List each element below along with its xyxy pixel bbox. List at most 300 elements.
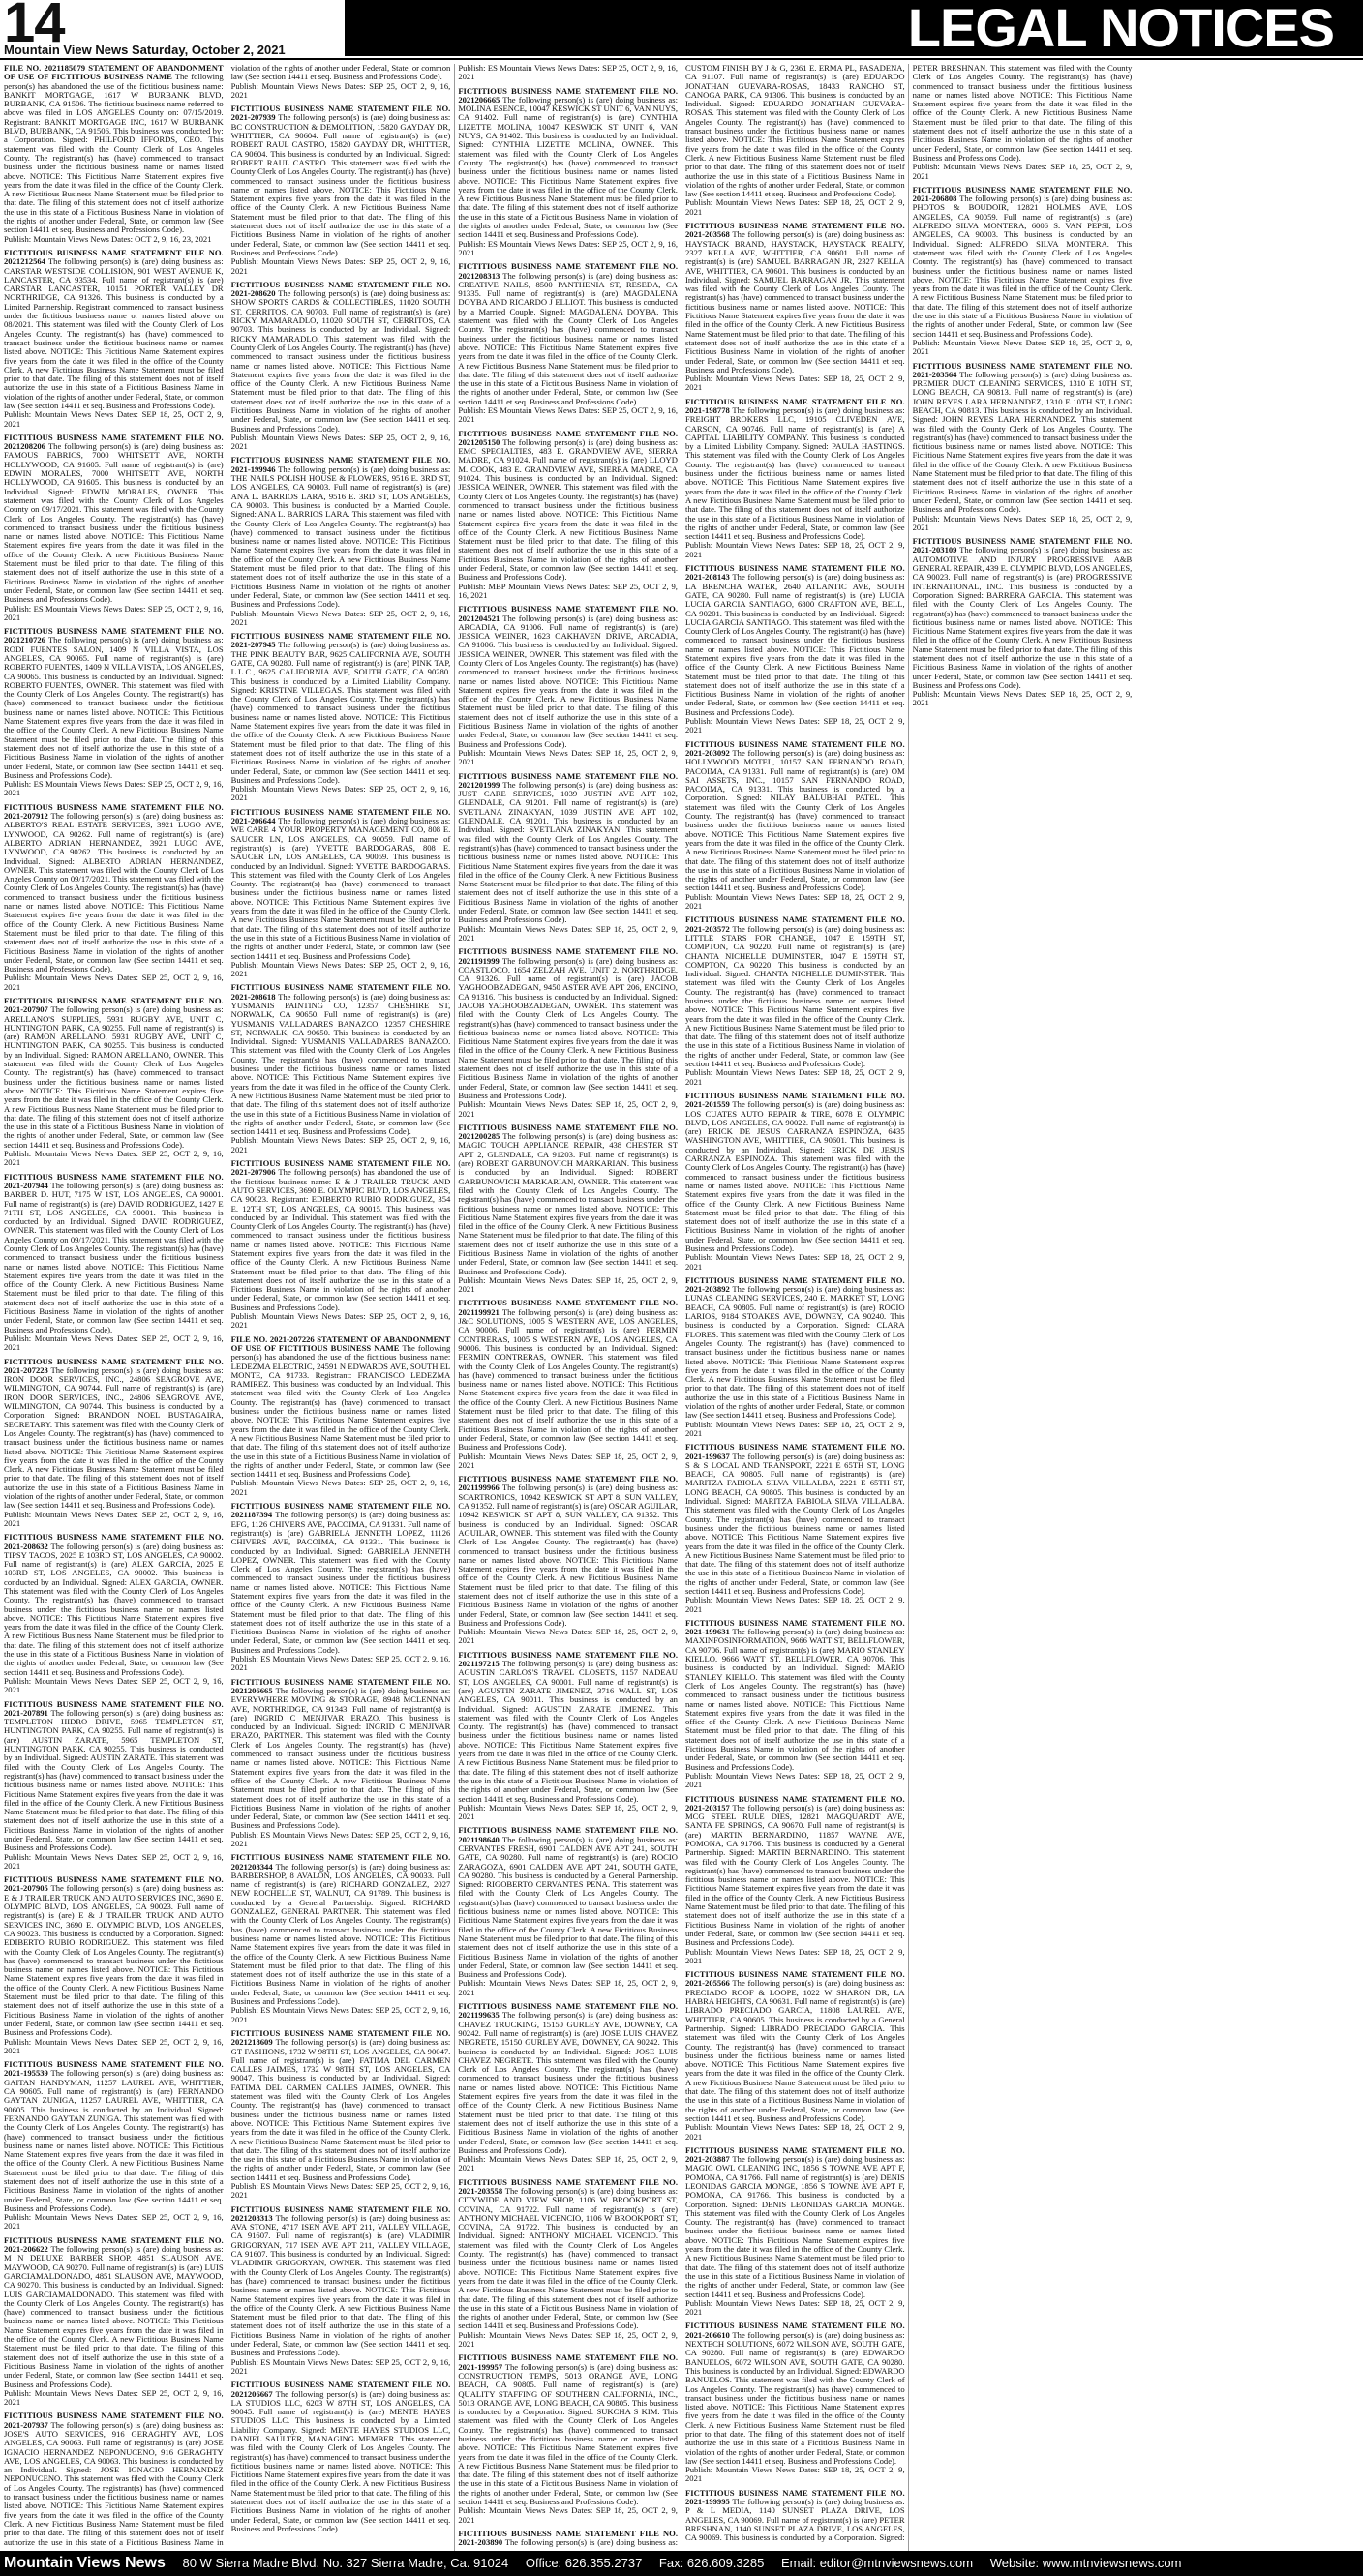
notice-boilerplate: This statement was filed with the County Clerk of Los Angeles County. The registrant(s) has (have) commenced to transact business under the fictitious business name or names listed above. NOTICE: This Fictitious Name Statement expires five years from the date it was filed in the office of the County Clerk. A new Fictitious Business Name Statement must be filed prior to that date. The filing of this statement does not of itself authorize the use in this state of a Fictitious Business Name in violation of the rights of another under Federal, State, or common law (See section 14411 et seq. Business and Professions Code). [684,2022,905,2123]
notice-body: The following person(s) is (are) doing business as: MAGIC OWL CLEANING INC, 1856 S TOWNE AVE APT F, POMONA, CA 91766. Full name of registrant(s) is (are) DENIS LEONIDAS GARCIA MONGE, 1856 S TOWNE AVE APT F, POMONA, CA 91766. This business is conducted by a Corporation. Signed: DENIS LEONIDAS GARCIA MONGE. [684,2154,905,2209]
notice-boilerplate: This statement was filed with the County Clerk of Los Angeles County. The registrant(s) has (have) commenced to transact business under the fictitious business name or names listed above. NOTICE: This Fictitious Name Statement expires five years from the date it was filed in the office of the County Clerk. A new Fictitious Business Name Statement must be filed prior to that date. The filing of this statement does not of itself authorize the use in this state of a Fictitious Business Name in violation of the rights of another under Federal, State, or common law (See section 14411 et seq. Business and Professions Code). [4,1419,224,1511]
notice-heading: FICTITIOUS BUSINESS NAME STATEMENT FILE NO. 2021-199995 [684,2487,905,2507]
legal-notice [458,430,678,601]
notice-publication: Publish: Mountain Views News Dates: SEP 18, 25, OCT 2, 9, 2021 [684,891,905,912]
notice-publication: Publish: Mountain Views News Dates: SEP 25, OCT 2, 9, 16, 2021 [4,1149,224,1168]
notice-heading: FICTITIOUS BUSINESS NAME STATEMENT FILE NO. 2021205150 [458,428,678,447]
notice-publication: Publish: ES Mountain Views News Dates: SEP 25, OCT 2, 9, 16, 2021 [458,404,678,425]
notice-boilerplate: This statement was filed with the County Clerk of Los Angeles County. The registrant(s) has (have) commenced to transact business under the fictitious business name or names listed above. NOTICE: This Fictitious Name Statement expires five years from the date it was filed in the office of the County Clerk. A new Fictitious Business Name Statement must be filed prior to that date. The filing of this statement does not of itself authorize the use in this state of a Fictitious Business Name in violation of the rights of another under Federal, State, or common law (See section 14411 et seq. Business and Professions Code). [458,1000,678,1100]
legal-notice [685,222,905,393]
notice-boilerplate: This statement was filed with the County Clerk of Los Angeles County. The registrant(s) has (have) commenced to transact business under the fictitious business name or names listed above. NOTICE: This Fictitious Name Statement expires five years from the date it was filed in the office of the County Clerk. A new Fictitious Business Name Statement must be filed prior to that date. The filing of this statement does not of itself authorize the use in this state of a Fictitious Business Name in violation of the rights of another under Federal, State, or common law (See section 14411 et seq. Business and Professions Code). [684,107,905,199]
legal-notice [231,2205,451,2377]
notice-heading: FICTITIOUS BUSINESS NAME STATEMENT FILE NO. 2021-207891 [4,1698,224,1718]
notice-text [913,362,1133,533]
legal-notice [913,186,1133,357]
notice-heading: FILE NO. 2021185079 STATEMENT OF ABANDONMENT OF USE OF FICTITIOUS BUSINESS NAME [4,64,224,82]
notice-boilerplate: This statement was filed with the County Clerk of Los Angeles County. The registrant(s) has (have) commenced to transact business under the fictitious business name or names listed above. NOTICE: This Fictitious Name Statement expires five years from the date it was filed in the office of the County Clerk. A new Fictitious Business Name Statement must be filed prior to that date. The filing of this statement does not of itself authorize the use in this state of a Fictitious Business Name in violation of the rights of another under Federal, State, or common law (See section 14411 et seq. Business and Professions Code). [4,135,224,235]
legal-notice [685,740,905,912]
legal-notice [4,1173,224,1353]
notice-body: The following person(s) is (are) doing business as: J&C SOLUTIONS, 1005 S WESTERN AVE, LOS ANGELES, CA 90006. Full name of registrant(s) is (are) FERMIN CONTRERAS, 1005 S WESTERN AVE, LOS ANGELES, CA 90006. This business is conducted by an Individual. Signed: FERMIN CONTRERAS, OWNER. [458,1306,678,1363]
notice-text [231,1159,451,1331]
notice-boilerplate: This statement was filed with the County Clerk of Los Angeles County. The registrant(s) has (have) commenced to transact business under the fictitious business name or names listed above. NOTICE: This Fictitious Name Statement expires five years from the date it was filed in the office of the County Clerk. A new Fictitious Business Name Statement must be filed prior to that date. The filing of this statement does not of itself authorize the use in this state of a Fictitious Business Name in violation of the rights of another under Federal, State, or common law (See section 14411 et seq. Business and Professions Code). [684,969,905,1069]
notice-heading: FILE NO. 2021-207226 STATEMENT OF ABANDONMENT OF USE OF FICTITIOUS BUSINESS NAME [230,1333,451,1353]
notice-text [685,398,905,559]
notice-boilerplate: This statement was filed with the County Clerk of Los Angeles County. The registrant(s) has (have) commenced to transact business under the fictitious business name or names listed above. NOTICE: This Fictitious Name Statement expires five years from the date it was filed in the office of the County Clerk. A new Fictitious Business Name Statement must be filed prior to that date. The filing of this statement does not of itself authorize the use in this state of a Fictitious Business Name in violation of the rights of another under Federal, State, or common law (See section 14411 et seq. Business and Professions Code). [458,1527,678,1628]
notice-text [4,2236,224,2408]
notice-heading: FICTITIOUS BUSINESS NAME STATEMENT FILE NO. 2021208206 [4,432,224,452]
notice-heading: FICTITIOUS BUSINESS NAME STATEMENT FILE NO. 2021-208618 [230,982,451,1002]
notice-text [231,983,451,1154]
notice-boilerplate: This statement was filed with the County Clerk of Los Angeles County. The registrant(s) has (have) commenced to transact business under the fictitious business name or names listed above. NOTICE: This Fictitious Name Statement expires five years from the date it was filed in the office of the County Clerk. A new Fictitious Business Name Statement must be filed prior to that date. The filing of this statement does not of itself authorize the use in this state of a Fictitious Business Name in violation of the rights of another under Federal, State, or common law (See section 14411 et seq. Business and Professions Code). [230,1212,451,1312]
notice-body: The following person(s) is (are) doing business as: BARBER D. HUT, 7175 W 1ST, LOS ANGELES, CA 90001. Full name of registrant(s) is (are) DAVID RODRIGUEZ, 1427 E 71TH ST, LOS ANGELES, CA 90001. This business is conducted by an Individual. Signed: DAVID RODRIGUEZ, OWNER. This statement was filed with the County Clerk of Los Angeles County on 09/17/2021. [4,1180,224,1244]
notice-boilerplate: This statement was filed with the County Clerk of Los Angeles County. The registrant(s) has (have) commenced to transact business under the fictitious business name or names listed above. NOTICE: This Fictitious Name Statement expires five years from the date it was filed in the office of the County Clerk. A new Fictitious Business Name Statement must be filed prior to that date. The filing of this statement does not of itself authorize the use in this state of a Fictitious Business Name in violation of the rights of another under Federal, State, or common law (See section 14411 et seq. Business and Professions Code). [230,2082,451,2182]
notice-heading: FICTITIOUS BUSINESS NAME STATEMENT FILE NO. 2021197215 [458,1649,678,1669]
notice-publication: Publish: Mountain Views News Dates: SEP 18, 25, OCT 2, 9, 2021 [912,337,1133,357]
notice-boilerplate: This statement was filed with the County Clerk of Los Angeles County. The registrant(s) has (have) commenced to transact business under the fictitious business name or names listed above. NOTICE: This Fictitious Name Statement expires five years from the date it was filed in the office of the County Clerk. A new Fictitious Business Name Statement must be filed prior to that date. The filing of this statement does not of itself authorize the use in this state of a Fictitious Business Name in violation of the rights of another under Federal, State, or common law (See section 14411 et seq. Business and Professions Code). [684,1505,905,1596]
legal-notice [458,1475,678,1646]
legal-notice [4,434,224,622]
notice-body: The following person(s) is (are) doing business as: RODI FUENTES SALON, 1409 N VILLA VISTA, LOS ANGELES, CA 90065. Full name of registrant(s) is (are) ROBERTO FUENTES, 1409 N VILLA VISTA, LOS ANGELES, CA 90065. This business is conducted by an Individual. Signed: ROBERTO FUENTES, OWNER. [4,635,224,690]
notice-heading: FICTITIOUS BUSINESS NAME STATEMENT FILE NO. 2021-203892 [684,1274,905,1295]
notice-heading: FICTITIOUS BUSINESS NAME STATEMENT FILE NO. 2021-208620 [230,279,451,299]
notice-publication: Publish: Mountain Views News Dates: SEP 18, 25, OCT 2, 9, 2021 [458,1451,678,1470]
notice-text [458,1475,678,1646]
notice-heading: FICTITIOUS BUSINESS NAME STATEMENT FILE NO. 2021-199631 [684,1617,905,1637]
legal-notice [685,1619,905,1790]
notice-boilerplate: This statement was filed with the County Clerk of Los Angeles County. The registrant(s) has (have) commenced to transact business under the fictitious business name or names listed above. NOTICE: This Fictitious Name Statement expires five years from the date it was filed in the office of the County Clerk. A new Fictitious Business Name Statement must be filed prior to that date. The filing of this statement does not of itself authorize the use in this state of a Fictitious Business Name in violation of the rights of another under Federal, State, or common law (See section 14411 et seq. Business and Professions Code). [458,2054,678,2155]
legal-notice [231,983,451,1154]
notice-body: The following person(s) is (are) doing business as: PHOTOS & BOUDOIR, 12821 HOLMES AVE, LOS ANGELES, CA 90059. Full name of registrant(s) is (are) ALFREDO SILVA MONTERA, 6006 S. VAN PEPSI, LOS ANGELES, CA 90003. This business is conducted by an Individual. Signed: ALFREDO SILVA MONTERA. [912,194,1133,249]
notice-body: The following person(s) is (are) doing business as: TIPSY TACOS, 2025 E 103RD ST, LOS ANGELES, CA 90002. Full name of registrant(s) is (are) ALEX GARCIA, 2025 E 103RD ST, LOS ANGELES, CA 90002. This business is conducted by an Individual. Signed: ALEX GARCIA, OWNER. [4,1541,224,1587]
notice-publication: Publish: Mountain Views News Dates: SEP 25, OCT 2, 9, 16, 2021 [4,2387,224,2408]
notice-publication: Publish: Mountain Views News Dates: SEP 18, 25, OCT 2, 9, 2021 [912,513,1133,532]
notice-heading: FICTITIOUS BUSINESS NAME STATEMENT FILE NO. 2021-207906 [230,1158,451,1178]
notice-boilerplate: This statement was filed with the County Clerk of Los Angeles County. The registrant(s) has (have) commenced to transact business under the fictitious business name or names listed above. NOTICE: This Fictitious Name Statement expires five years from the date it was filed in the office of the County Clerk. A new Fictitious Business Name Statement must be filed prior to that date. The filing of this statement does not of itself authorize the use in this state of a Fictitious Business Name in violation of the rights of another under Federal, State, or common law (See section 14411 et seq. Business and Professions Code). [230,157,451,257]
notice-heading: FICTITIOUS BUSINESS NAME STATEMENT FILE NO. 2021-199957 [458,2352,678,2372]
notice-publication: Publish: MBP Mountain Views News Dates: SEP 25, OCT 2, 9, 16, 2021 [458,581,678,600]
legal-notice [458,1826,678,1997]
notice-text [685,740,905,912]
legal-notice [231,808,451,979]
legal-notice [458,772,678,944]
legal-notice [913,362,1133,533]
notice-publication: Publish: Mountain Views News Dates: SEP 18, 25, OCT 2, 9, 2021 [684,2297,905,2318]
notice-body: The following person(s) is (are) doing business as: PRECIADO ROOF & LOOPE, 1022 W SHARON DR, LA HABRA HEIGHTS, CA 90631. Full name of registrant(s) is (are) LIBRADO PRECIADO GARCIA, 11808 LAUREL AVE, WHITTIER, CA 90605. This business is conducted by a General Partnership. Signed: LIBRADO PRECIADO GARCIA. [684,1978,905,2033]
notice-body: The following person(s) is (are) doing business as: TEMPLETON HIDRO DRIVE, 5965 TEMPLETON ST, HUNTINGTON PARK, CA 90255. Full name of registrant(s) is (are) AUSTIN ZARATE, 5965 TEMPLETON ST, HUNTINGTON PARK, CA 90255. This business is conducted by an Individual. Signed: AUSTIN ZARATE. [4,1707,224,1763]
notice-heading: FICTITIOUS BUSINESS NAME STATEMENT FILE NO. 2021-206808 [912,184,1133,204]
notice-text [4,627,224,798]
notice-boilerplate: This statement was filed with the County Clerk of Los Angeles County. The registrant(s) has (have) commenced to transact business under the fictitious business name or names listed above. NOTICE: This Fictitious Name Statement expires five years from the date it was filed in the office of the County Clerk. A new Fictitious Business Name Statement must be filed prior to that date. The filing of this statement does not of itself authorize the use in this state of a Fictitious Business Name in violation of the rights of another under Federal, State, or common law (See section 14411 et seq. Business and Professions Code). [458,1176,678,1276]
notice-text [685,1795,905,1966]
legal-notice [231,105,451,276]
notice-boilerplate: This statement was filed with the County Clerk of Los Angeles County. The registrant(s) has (have) commenced to transact business under the fictitious business name or names listed above. NOTICE: This Fictitious Name Statement expires five years from the date it was filed in the office of the County Clerk. A new Fictitious Business Name Statement must be filed prior to that date. The filing of this statement does not of itself authorize the use in this state of a Fictitious Business Name in violation of the rights of another under Federal, State, or common law (See section 14411 et seq. Business and Professions Code). [230,1730,451,1831]
notice-body: The following person(s) is (are) doing business as: FAMOUS FABRICS, 7000 WHITSETT AVE, NORTH HOLLYWOOD, CA 91605. Full name of registrant(s) is (are) EDWIN MORALES, 7000 WHITSETT AVE, NORTH HOLLYWOOD, CA 91605. This business is conducted by an Individual. Signed: EDWIN MORALES, OWNER. This statement was filed with the County Clerk of Los Angeles County on 09/17/2021. [4,441,224,515]
notice-heading: FICTITIOUS BUSINESS NAME STATEMENT FILE NO. 2021199921 [458,1298,678,1317]
notice-text [458,2178,678,2350]
notice-publication: Publish: Mountain Views News Dates: SEP 18, 25, OCT 2, 9, 2021 [458,2154,678,2173]
notice-heading: FICTITIOUS BUSINESS NAME STATEMENT FILE NO. 2021200285 [458,1122,678,1142]
notice-boilerplate: This statement was filed with the County Clerk of Los Angeles County. The registrant(s) has (have) commenced to transact business under the fictitious business name or names listed above. NOTICE: This Fictitious Name Statement expires five years from the date it was filed in the office of the County Clerk. A new Fictitious Business Name Statement must be filed prior to that date. The filing of this statement does not of itself authorize the use in this state of a Fictitious Business Name in violation of the rights of another under Federal, State, or common law (See section 14411 et seq. Business and Professions Code). [458,1352,678,1453]
notice-publication: Publish: Mountain Views News Dates: SEP 18, 25, OCT 2, 9, 2021 [458,2505,678,2525]
legal-notice [4,1358,224,1529]
notice-body: The following person(s) is (are) doing business as: ARELLANO'S SUPPLIES, 5931 RUGBY AVE, UNIT C, HUNTINGTON PARK, CA 90255. Full name of registrant(s) is (are) RAMON ARELLANO, 5931 RUGBY AVE, UNIT C, HUNTINGTON PARK, CA 90255. This business is conducted by an Individual. Signed: RAMON ARELLANO, OWNER. [4,1004,224,1060]
notice-body: The following person(s) is (are) doing business as: MAGIC TOUCH APPLIANCE REPAIR, 438 CHESTER ST APT 2, GLENDALE, CA 91203. Full name of registrant(s) is (are) ROBERT GARBUNOVICH MARKARIAN. This business is conducted by an Individual. Signed: ROBERT GARBUNOVICH MARKARIAN, OWNER. [458,1131,678,1186]
legal-notice [4,1875,224,2055]
notice-boilerplate: This statement was filed with the County Clerk of Los Angeles County. The registrant(s) has (have) commenced to transact business under the fictitious business name or names listed above. NOTICE: This Fictitious Name Statement expires five years from the date it was filed in the office of the County Clerk. A new Fictitious Business Name Statement must be filed prior to that date. The filing of this statement does not of itself authorize the use in this state of a Fictitious Business Name in violation of the rights of another under Federal, State, or common law (See section 14411 et seq. Business and Professions Code). [230,684,451,785]
notice-heading: FICTITIOUS BUSINESS NAME STATEMENT FILE NO. 2021201999 [458,770,678,790]
notice-heading: FICTITIOUS BUSINESS NAME STATEMENT FILE NO. 2021199635 [458,2001,678,2021]
notice-text [685,2146,905,2318]
legal-notice [685,915,905,1087]
notice-body: The following person(s) is (are) doing business as: THE NAILS POLISH HOUSE & FLOWERS, 9516 E. 3RD ST, LOS ANGELES, CA 90003. Full name of registrant(s) is (are) ANA L. BARRIOS LARA, 9516 E. 3RD ST, LOS ANGELES, CA 90003. This business is conducted by a Married Couple. Signed: ANA L. BARRIOS LARA. [230,464,451,520]
notice-body: The following person(s) is (are) doing business as: CUSTOM FINISH BY J & G, 2361 E. ERMA PL, PASADENA, CA 91107. Full name of registrant(s) is (are) EDUARDO JONATHAN GUEVARA-ROSAS, 18433 RANCHO ST, CANOGA PARK, CA 91306. This business is conducted by an Individual. Signed: EDUARDO JONATHAN GUEVARA-ROSAS. [504,64,905,2548]
notice-boilerplate: This statement was filed with the County Clerk of Los Angeles County. The registrant(s) has (have) commenced to transact business under the fictitious business name or names listed above. NOTICE: This Fictitious Name Statement expires five years from the date it was filed in the office of the County Clerk. A new Fictitious Business Name Statement must be filed prior to that date. The filing of this statement does not of itself authorize the use in this state of a Fictitious Business Name in violation of the rights of another under Federal, State, or common law (See section 14411 et seq. Business and Professions Code). [230,1554,451,1655]
notice-heading: FICTITIOUS BUSINESS NAME STATEMENT FILE NO. 2021-203157 [684,1793,905,1812]
notice-text [231,1335,451,1497]
notice-boilerplate: This statement was filed with the County Clerk of Los Angeles County. The registrant(s) has (have) commenced to transact business under the fictitious business name or names listed above. NOTICE: This Fictitious Name Statement expires five years from the date it was filed in the office of the County Clerk. A new Fictitious Business Name Statement must be filed prior to that date. The filing of this statement does not of itself authorize the use in this state of a Fictitious Business Name in violation of the rights of another under Federal, State, or common law (See section 14411 et seq. Business and Professions Code). [4,2289,224,2389]
footer-email[interactable]: Email: editor@mtnviewsnews.com [780,2556,974,2570]
notice-publication: Publish: Mountain Views News Dates: SEP 25, OCT 2, 9, 16, 2021 [230,432,451,452]
notice-heading: FICTITIOUS BUSINESS NAME STATEMENT FILE NO. 2021208313 [458,261,678,281]
notice-boilerplate: This statement was filed with the County Clerk of Los Angeles County. The registrant(s) has (have) commenced to transact business under the fictitious business name or names listed above. NOTICE: This Fictitious Name Statement expires five years from the date it was filed in the office of the County Clerk. A new Fictitious Business Name Statement must be filed prior to that date. The filing of this statement does not of itself authorize the use in this state of a Fictitious Business Name in violation of the rights of another under Federal, State, or common law (See section 14411 et seq. Business and Professions Code). [912,238,1133,339]
notice-heading: FICTITIOUS BUSINESS NAME STATEMENT FILE NO. 2021212564 [4,247,224,267]
notice-body: The following person(s) is (are) doing business as: LITTLE STARS FOR CHANGE, 1047 E 159TH ST, COMPTON, CA 90220. Full name of registrant(s) is (are) CHANTA NICHELLE DUMINSTER, 1047 E 159TH ST, COMPTON, CA 90220. This business is conducted by an Individual. Signed: CHANTA NICHELLE DUMINSTER. [684,923,905,979]
notice-heading: FICTITIOUS BUSINESS NAME STATEMENT FILE NO. 2021198640 [458,1825,678,1844]
notice-heading: FICTITIOUS BUSINESS NAME STATEMENT FILE NO. 2021-203568 [684,221,905,240]
legal-notice [231,1502,451,1673]
notice-body: The following person(s) is (are) doing business as: S & S LOCAL AND TRANSPORT, 2221 E 65TH ST, LONG BEACH, CA 90805. Full name of registrant(s) is (are) MARITZA FABIOLA SILVA VILLALBA, 2221 E 65TH ST, LONG BEACH, CA 90805. This business is conducted by an Individual. Signed: MARITZA FABIOLA SILVA VILLALBA. [684,1451,905,1507]
notice-body: The following person(s) is (are) doing business as: WE CARE 4 YOUR PROPERTY MANAGEMENT CO, 808 E. SAUCER LN, LOS ANGELES, CA 90059. Full name of registrant(s) is (are) YVETTE BARDOGARAS, 808 E. SAUCER LN, LOS ANGELES, CA 90059. This business is conducted by an Individual. Signed: YVETTE BARDOGARAS. [230,816,451,871]
notice-boilerplate: This statement was filed with the County Clerk of Los Angeles County. The registrant(s) has (have) commenced to transact business under the fictitious business name or names listed above. NOTICE: This Fictitious Name Statement expires five years from the date it was filed in the office of the County Clerk. A new Fictitious Business Name Statement must be filed prior to that date. The filing of this statement does not of itself authorize the use in this state of a Fictitious Business Name in violation of the rights of another under Federal, State, or common law (See section 14411 et seq. Business and Professions Code). [458,1879,678,1980]
notice-heading: FICTITIOUS BUSINESS NAME STATEMENT FILE NO. 2021-203887 [684,2144,905,2165]
notice-heading: FICTITIOUS BUSINESS NAME STATEMENT FILE NO. 2021-203109 [912,536,1133,555]
notice-publication: Publish: Mountain Views News Dates: SEP 18, 25, OCT 2, 9, 2021 [458,2329,678,2350]
notice-boilerplate: This statement was filed with the County Clerk of Los Angeles County. The registrant(s) has (have) commenced to transact business under the fictitious business name or names listed above. NOTICE: This Fictitious Name Statement expires five years from the date it was filed in the office of the County Clerk. A new Fictitious Business Name Statement must be filed prior to that date. The filing of this statement does not of itself authorize the use in this state of a Fictitious Business Name in violation of the rights of another under Federal, State, or common law (See section 14411 et seq. Business and Professions Code). [458,482,678,583]
notice-heading: FICTITIOUS BUSINESS NAME STATEMENT FILE NO. 2021-203890 [458,2528,678,2548]
notice-boilerplate: This statement was filed with the County Clerk of Los Angeles County. The registrant(s) has (have) commenced to transact business under the fictitious business name or names listed above. NOTICE: This Fictitious Name Statement expires five years from the date it was filed in the office of the County Clerk. A new Fictitious Business Name Statement must be filed prior to that date. The filing of this statement does not of itself authorize the use in this state of a Fictitious Business Name in violation of the rights of another under Federal, State, or common law (See section 14411 et seq. Business and Professions Code). [684,793,905,893]
notice-text [458,1123,678,1295]
notice-heading: FICTITIOUS BUSINESS NAME STATEMENT FILE NO. 2021-207939 [230,104,451,123]
footer-paper-name: Mountain Views News [4,2555,166,2571]
notice-text [231,2205,451,2377]
notice-heading: FICTITIOUS BUSINESS NAME STATEMENT FILE NO. 2021206665 [458,85,678,105]
notice-publication: Publish: Mountain Views News Dates: SEP 18, 25, OCT 2, 9, 2021 [458,1802,678,1822]
notice-body: The following person(s) is (are) doing business as: CONSTRUCTION TEMPS, 5013 ORANGE AVE, LONG BEACH, CA 90805. Full name of registrant(s) is (are) QUALITY STAFFING OF SOUTHERN CALIFORNIA, INC., 5013 ORANGE AVE, LONG BEACH, CA 90805. This business is conducted by a Corporation. Signed: SUKCHA S KIM. [458,2361,678,2417]
notice-publication: Publish: Mountain Views News Dates: SEP 18, 25, OCT 2, 9, 2021 [458,747,678,767]
footer-fax: Fax: 626.609.3285 [658,2556,765,2570]
notice-boilerplate: This statement was filed with the County Clerk of Los Angeles County. The registrant(s) has (have) commenced to transact business under the fictitious business name or names listed above. NOTICE: This Fictitious Name Statement expires five years from the date it was filed in the office of the County Clerk. A new Fictitious Business Name Statement must be filed prior to that date. The filing of this statement does not of itself authorize the use in this state of a Fictitious Business Name in violation of the rights of another under Federal, State, or common law (See section 14411 et seq. Business and Professions Code). [230,1045,451,1137]
notice-body: The following person(s) has abandoned the use of the fictitious business name: BANKIT MORTGAGE, 1617 W BURBANK BLVD, BURBANK, CA 91506. The fictitious business name referred to above was filed in LOS ANGELES County on: 07/15/2019. Registrant: BANKIT MORTGAGE INC, 1617 W BURBANK BLVD, BURBANK, CA 91506. This business was conducted by: a Corporation. Signed: PHILFORD IFFORDS, CEO. [4,72,224,145]
footer-office-phone: Office: 626.355.2737 [525,2556,643,2570]
legal-notice [231,1159,451,1331]
notice-text [458,1651,678,1822]
notice-text [4,1700,224,1872]
notice-body: The following person(s) is (are) doing business as: COASTLOCO, 1654 ZELZAH AVE, UNIT 2, NORTHRIDGE, CA 91326. Full name of registrant(s) is (are) JACOB YAGHOOBZADEGAN, 9450 ASTER AVE APT 206, ENCINO, CA 91316. This business is conducted by an Individual. Signed: JACOB YAGHOOBZADEGAN, OWNER. [458,955,678,1010]
notice-publication: Publish: ES Mountain Views News Dates: SEP 25, OCT 2, 9, 16, 2021 [230,2356,451,2376]
section-banner [345,0,1363,56]
section-title: LEGAL NOTICES [907,0,1334,58]
notice-heading: FICTITIOUS BUSINESS NAME STATEMENT FILE NO. 2021-199637 [684,1442,905,1461]
notice-boilerplate: This statement was filed with the County Clerk of Los Angeles County. The registrant(s) has (have) commenced to transact business under the fictitious business name or names listed above. NOTICE: This Fictitious Name Statement expires five years from the date it was filed in the office of the County Clerk. A new Fictitious Business Name Statement must be filed prior to that date. The filing of this statement does not of itself authorize the use in this state of a Fictitious Business Name in violation of the rights of another under Federal, State, or common law (See section 14411 et seq. Business and Professions Code). [4,64,451,2547]
notice-boilerplate: This statement was filed with the County Clerk of Los Angeles County. The registrant(s) has (have) commenced to transact business under the fictitious business name or names listed above. NOTICE: This Fictitious Name Statement expires five years from the date it was filed in the office of the County Clerk. A new Fictitious Business Name Statement must be filed prior to that date. The filing of this statement does not of itself authorize the use in this state of a Fictitious Business Name in violation of the rights of another under Federal, State, or common law (See section 14411 et seq. Business and Professions Code). [684,1847,905,1948]
notice-body: The following person(s) is (are) doing business as: JOSE'S AUTO SERVICES, 916 GERAGHTY AVE, LOS ANGELES, CA 90063. Full name of registrant(s) is (are) JOSE IGNACIO HERNANDEZ NEPONUCENO, 916 GERAGHTY AVE, LOS ANGELES, CA 90063. This business is conducted by an Individual. Signed: JOSE IGNACIO HERNANDEZ NEPONUCENO. [4,2419,224,2484]
notice-text [231,632,451,803]
notice-publication: Publish: Mountain Views News Dates: SEP 25, OCT 2, 9, 16, 2021 [230,80,451,100]
notice-publication: Publish: Mountain Views News Dates: SEP 25, OCT 2, 9, 16, 2021 [230,608,451,627]
legal-notice [685,2146,905,2318]
notice-heading: FICTITIOUS BUSINESS NAME STATEMENT FILE NO. 2021-206644 [230,806,451,826]
notice-heading: FICTITIOUS BUSINESS NAME STATEMENT FILE NO. 2021-206610 [684,2321,905,2340]
legal-notice [4,997,224,1168]
notice-heading: FICTITIOUS BUSINESS NAME STATEMENT FILE NO. 2021208313 [230,2203,451,2223]
notice-publication: Publish: Mountain Views News Dates: SEP 25, OCT 2, 9, 16, 2021 [4,2036,224,2055]
notice-heading: FICTITIOUS BUSINESS NAME STATEMENT FILE NO. 2021-201559 [684,1090,905,1110]
notice-body: The following person(s) is (are) doing business as: FREIGHT BROKERS LLC, 19105 CLIVEDEN AVE, CARSON, CA 90746. Full name of registrant(s) is (are) A CAPITAL LIABILITY COMPANY. This business is conducted by a Limited Liability Company. Signed: PAULA HASTINGS. [684,404,905,452]
notice-heading: FICTITIOUS BUSINESS NAME STATEMENT FILE NO. 2021208344 [230,1852,451,1872]
notice-publication: Publish: Mountain Views News Dates: SEP 25, OCT 2, 9, 16, 2021 [4,1509,224,1528]
notice-heading: FICTITIOUS BUSINESS NAME STATEMENT FILE NO. 2021-203572 [684,914,905,934]
notice-boilerplate: This statement was filed with the County Clerk of Los Angeles County. The registrant(s) has (have) commenced to transact business under the fictitious business name or names listed above. NOTICE: This Fictitious Name Statement expires five years from the date it was filed in the office of the County Clerk. A new Fictitious Business Name Statement must be filed prior to that date. The filing of this statement does not of itself authorize the use in this state of a Fictitious Business Name in violation of the rights of another under Federal, State, or common law (See section 14411 et seq. Business and Professions Code). [684,1153,905,1253]
notice-body: The following person(s) is (are) doing business as: CERVANTES FRESH, 6901 CALDEN AVE APT 241, SOUTH GATE, CA 90280. Full name of registrant(s) is (are) ROCIO ZARAGOZA, 6901 CALDEN AVE APT 241, SOUTH GATE, CA 90280. This business is conducted by a General Partnership. Signed: RIGOBERTO CERVANTES PENA. [458,1834,678,1890]
notice-publication: Publish: Mountain Views News Dates: SEP 18, 25, OCT 2, 9, 2021 [458,1274,678,1295]
notice-body: The following person(s) is (are) doing business as: P & L MEDIA, 1140 SUNSET PLAZA DRIVE, LOS ANGELES, CA 90069. Full name of registrant(s) is (are) PETER BRESHNAN, 1140 SUNSET PLAZA DRIVE, LOS ANGELES, CA 90069. This business is conducted by a Corporation. Signed: PETER BRESHNAN. [684,64,988,2543]
notice-text [913,186,1133,357]
notice-heading: FICTITIOUS BUSINESS NAME STATEMENT FILE NO. 2021-207944 [4,1171,224,1190]
notice-text [913,537,1133,708]
notice-heading: FICTITIOUS BUSINESS NAME STATEMENT FILE NO. 2021187394 [230,1501,451,1520]
notice-body: The following person(s) is (are) doing business as: AVA STONE, 4717 ISEN AVE APT 211, VALLEY VILLAGE, CA 91607. Full name of registrant(s) is (are) VLADIMIR GRIGORYAN, 717 ISEN AVE APT 211, VALLEY VILLAGE, CA 91607. This business is conducted by an Individual. Signed: VLADIMIR GRIGORYAN, OWNER. [230,2212,451,2268]
legal-notice [231,456,451,627]
notice-boilerplate: This statement was filed with the County Clerk of Los Angeles County. The registrant(s) has (have) commenced to transact business under the fictitious business name or names listed above. NOTICE: This Fictitious Name Statement expires five years from the date it was filed in the office of the County Clerk. A new Fictitious Business Name Statement must be filed prior to that date. The filing of this statement does not of itself authorize the use in this state of a Fictitious Business Name in violation of the rights of another under Federal, State, or common law (See section 14411 et seq. Business and Professions Code). [4,2112,224,2213]
legal-notice [4,627,224,798]
notice-body: The following person(s) is (are) doing business as: SHOW SPORTS CARDS & COLLECTIBLES, 11020 SOUTH ST, CERRITOS, CA 90703. Full name of registrant(s) is (are) RICKY MAMARADLO, 11020 SOUTH ST, CERRITOS, CA 90703. This business is conducted by an Individual. Signed: RICKY MAMARADLO. [230,288,451,344]
notice-body: The following person(s) is (are) doing business as: MAXINFOSINFORMATION, 9666 WATT ST, BELLFLOWER, CA 90706. Full name of registrant(s) is (are) MARIO STANLEY KIELLO, 9666 WATT ST, BELLFLOWER, CA 90706. This business is conducted by an Individual. Signed: MARIO STANLEY KIELLO. [684,1627,905,1682]
legal-notice [231,2029,451,2201]
legal-notice [231,281,451,452]
notice-boilerplate: This statement was filed with the County Clerk of Los Angeles County. The registrant(s) has (have) commenced to transact business under the fictitious business name or names listed above. NOTICE: This Fictitious Name Statement expires five years from the date it was filed in the office of the County Clerk. A new Fictitious Business Name Statement must be filed prior to that date. The filing of this statement does not of itself authorize the use in this state of a Fictitious Business Name in violation of the rights of another under Federal, State, or common law (See section 14411 et seq. Business and Professions Code). [4,1234,224,1334]
notice-boilerplate: This statement was filed with the County Clerk of Los Angeles County. The registrant(s) has (have) commenced to transact business under the fictitious business name or names listed above. NOTICE: This Fictitious Name Statement expires five years from the date it was filed in the office of the County Clerk. A new Fictitious Business Name Statement must be filed prior to that date. The filing of this statement does not of itself authorize the use in this state of a Fictitious Business Name in violation of the rights of another under Federal, State, or common law (See section 14411 et seq. Business and Professions Code). [684,616,905,717]
legal-notice [231,1678,451,1849]
notice-body: The following person(s) is (are) doing business as: M N DELUXE BARBER SHOP, 4851 SLAUSON AVE, MAYWOOD, CA 90270. Full name of registrant(s) is (are) LUIS GARCIAMALDONADO, 4851 SLAUSON AVE, MAYWOOD, CA 90270. This business is conducted by an Individual. Signed: LUIS GARCIAMALDONADO. [4,2244,224,2299]
dateline: Mountain View News Saturday, October 2, 2021 [4,43,286,57]
legal-notice [4,803,224,992]
notice-heading: FICTITIOUS BUSINESS NAME STATEMENT FILE NO. 2021-205566 [684,1969,905,1989]
legal-notice [4,64,224,244]
notice-text [4,64,224,244]
notice-publication: Publish: Mountain Views News Dates: SEP 18, 25, OCT 2, 9, 2021 [684,1252,905,1272]
notice-publication: Publish: Mountain Views News Dates: SEP 18, 25, OCT 2, 9, 2021 [684,374,905,393]
notice-body: The following person(s) is (are) doing business as: YUSMANIS PAINTING CO, 12357 CHESHIRE ST, NORWALK, CA 90650. Full name of registrant(s) is (are) YUSMANIS VALLADARES BANAZCO, 12357 CHESHIRE ST, NORWALK, CA 90650. This business is conducted by an Individual. Signed: YUSMANIS VALLADARES BANAZCO. [230,991,451,1047]
notice-body: The following person(s) is (are) doing business as: LUNAS CLEANING SERVICES, 240 E. MARKET ST, LONG BEACH, CA 90805. Full name of registrant(s) is (are) ROCIO LARIOS, 9184 STOAKES AVE, DOWNEY, CA 90240. This business is conducted by a Corporation. Signed: CLARA FLORES. [684,1284,905,1339]
notice-publication: Publish: ES Mountain Views News Dates: SEP 25, OCT 2, 9, 16, 2021 [230,2005,451,2024]
notice-text [231,456,451,627]
notice-boilerplate: This statement was filed with the County Clerk of Los Angeles County. The registrant(s) has (have) commenced to transact business under the fictitious business name or names listed above. NOTICE: This Fictitious Name Statement expires five years from the date it was filed in the office of the County Clerk. A new Fictitious Business Name Statement must be filed prior to that date. The filing of this statement does not of itself authorize the use in this state of a Fictitious Business Name in violation of the rights of another under Federal, State, or common law (See section 14411 et seq. Business and Professions Code). [4,504,224,605]
notice-text [685,1619,905,1790]
notice-publication: Publish: Mountain Views News Dates: SEP 18, 25, OCT 2, 9, 2021 [684,716,905,735]
legal-notice [685,1276,905,1438]
notice-text [458,2353,678,2525]
notice-heading: FICTITIOUS BUSINESS NAME STATEMENT FILE NO. 2021-207905 [4,1874,224,1894]
notice-text [231,281,451,452]
notice-publication: Publish: Mountain Views News Dates: OCT 2, 9, 16, 23, 2021 [4,233,212,244]
notice-heading: FICTITIOUS BUSINESS NAME STATEMENT FILE NO. 2021-195539 [4,2059,224,2079]
notice-text [4,434,224,622]
notice-text [458,262,678,424]
notice-boilerplate: This statement was filed with the County Clerk of Los Angeles County. The registrant(s) has (have) commenced to transact business under the fictitious business name or names listed above. NOTICE: This Fictitious Name Statement expires five years from the date it was filed in the office of the County Clerk. A new Fictitious Business Name Statement must be filed prior to that date. The filing of this statement does not of itself authorize the use in this state of a Fictitious Business Name in violation of the rights of another under Federal, State, or common law (See section 14411 et seq. Business and Professions Code). [4,319,224,410]
notice-boilerplate: This statement was filed with the County Clerk of Los Angeles County. The registrant(s) has (have) commenced to transact business under the fictitious business name or names listed above. NOTICE: This Fictitious Name Statement expires five years from the date it was filed in the office of the County Clerk. A new Fictitious Business Name Statement must be filed prior to that date. The filing of this statement does not of itself authorize the use in this state of a Fictitious Business Name in violation of the rights of another under Federal, State, or common law (See section 14411 et seq. Business and Professions Code). [458,139,678,240]
legal-notice [685,1970,905,2142]
notice-publication: Publish: Mountain Views News Dates: SEP 25, OCT 2, 9, 16, 2021 [230,784,451,803]
notice-boilerplate: This statement was filed with the County Clerk of Los Angeles County. The registrant(s) has (have) commenced to transact business under the fictitious business name or names listed above. NOTICE: This Fictitious Name Statement expires five years from the date it was filed in the office of the County Clerk. A new Fictitious Business Name Statement must be filed prior to that date. The filing of this statement does not of itself authorize the use in this state of a Fictitious Business Name in violation of the rights of another under Federal, State, or common law (See section 14411 et seq. Business and Professions Code). [458,1703,678,1804]
notice-boilerplate: This statement was filed with the County Clerk of Los Angeles County. The registrant(s) has (have) commenced to transact business under the fictitious business name or names listed above. NOTICE: This Fictitious Name Statement expires five years from the date it was filed in the office of the County Clerk. A new Fictitious Business Name Statement must be filed prior to that date. The filing of this statement does not of itself authorize the use in this state of a Fictitious Business Name in violation of the rights of another under Federal, State, or common law (See section 14411 et seq. Business and Professions Code). [684,1671,905,1772]
notice-text [4,1173,224,1353]
legal-notice [231,1853,451,2024]
legal-notice [4,1533,224,1694]
notice-heading: FICTITIOUS BUSINESS NAME STATEMENT FILE NO. 2021218609 [230,2027,451,2048]
footer-website[interactable]: Website: www.mtnviewsnews.com [989,2556,1182,2570]
notice-text [4,2060,224,2232]
notice-heading: FICTITIOUS BUSINESS NAME STATEMENT FILE NO. 2021-207945 [230,631,451,650]
page-header [0,0,1363,62]
notice-text [458,430,678,601]
notice-text [685,1970,905,2142]
notice-heading: FICTITIOUS BUSINESS NAME STATEMENT FILE NO. 2021-208632 [4,1532,224,1551]
notice-text [4,1875,224,2055]
notice-text [231,808,451,979]
notice-boilerplate: This statement was filed with the County Clerk of Los Angeles County. The registrant(s) has (have) commenced to transact business under the fictitious business name or names listed above. NOTICE: This Fictitious Name Statement expires five years from the date it was filed in the office of the County Clerk. A new Fictitious Business Name Statement must be filed prior to that date. The filing of this statement does not of itself authorize the use in this state of a Fictitious Business Name in violation of the rights of another under Federal, State, or common law (See section 14411 et seq. Business and Professions Code). [458,648,678,749]
notice-publication: Publish: Mountain Views News Dates: SEP 18, 25, OCT 2, 9, 2021 [912,162,1133,181]
notice-publication: Publish: Mountain Views News Dates: SEP 18, 25, OCT 2, 9, 2021 [458,1978,678,1997]
footer-address: 80 W Sierra Madre Blvd. No. 327 Sierra Madre, Ca. 91024 [182,2556,509,2570]
notice-boilerplate: This statement was filed with the County Clerk of Los Angeles County. The registrant(s) has (have) commenced to transact business under the fictitious business name or names listed above. NOTICE: This Fictitious Name Statement expires five years from the date it was filed in the office of the County Clerk. A new Fictitious Business Name Statement must be filed prior to that date. The filing of this statement does not of itself authorize the use in this state of a Fictitious Business Name in violation of the rights of another under Federal, State, or common law (See section 14411 et seq. Business and Professions Code). [230,2258,451,2358]
notice-text [458,1826,678,1997]
notice-heading: FICTITIOUS BUSINESS NAME STATEMENT FILE NO. 2021210726 [4,626,224,645]
legal-notice [458,605,678,766]
notice-boilerplate: This statement was filed with the County Clerk of Los Angeles County. The registrant(s) has (have) commenced to transact business under the fictitious business name or names listed above. NOTICE: This Fictitious Name Statement expires five years from the date it was filed in the office of the County Clerk. A new Fictitious Business Name Statement must be filed prior to that date. The filing of this statement does not of itself authorize the use in this state of a Fictitious Business Name in violation of the rights of another under Federal, State, or common law (See section 14411 et seq. Business and Professions Code). [230,1379,451,1480]
notice-text [458,605,678,766]
notice-boilerplate: This statement was filed with the County Clerk of Los Angeles County. The registrant(s) has (have) commenced to transact business under the fictitious business name or names listed above. NOTICE: This Fictitious Name Statement expires five years from the date it was filed in the office of the County Clerk. A new Fictitious Business Name Statement must be filed prior to that date. The filing of this statement does not of itself authorize the use in this state of a Fictitious Business Name in violation of the rights of another under Federal, State, or common law (See section 14411 et seq. Business and Professions Code). [684,274,905,374]
notice-body: The following person(s) is (are) doing business as: CHAVEZ TRUCKING, 15150 GURLEY AVE, DOWNEY, CA 90242. Full name of registrant(s) is (are) JOSE LUIS CHAVEZ NEGRETE, 15150 GURLEY AVE, DOWNEY, CA 90242. This business is conducted by an Individual. Signed: JOSE LUIS CHAVEZ NEGRETE. [458,2010,678,2065]
notice-text [685,564,905,735]
notice-publication: Publish: Mountain Views News Dates: SEP 18, 25, OCT 2, 9, 2021 [458,1099,678,1119]
notice-publication: Publish: Mountain Views News Dates: SEP 18, 25, OCT 2, 9, 2021 [684,1419,905,1438]
notice-text [458,772,678,944]
notice-text [685,1092,905,1272]
legal-notices-columns [4,64,1359,2551]
legal-notice [458,1651,678,1822]
notice-boilerplate: This statement was filed with the County Clerk of Los Angeles County. The registrant(s) has (have) commenced to transact business under the fictitious business name or names listed above. NOTICE: This Fictitious Name Statement expires five years from the date it was filed in the office of the County Clerk. A new Fictitious Business Name Statement must be filed prior to that date. The filing of this statement does not of itself authorize the use in this state of a Fictitious Business Name in violation of the rights of another under Federal, State, or common law (See section 14411 et seq. Business and Professions Code). [4,1937,224,2038]
notice-body: The following person(s) is (are) doing business as: IRON DOOR SERVICES, INC., 24806 SEAGROVE AVE, WILMINGTON, CA 90744. Full name of registrant(s) is (are) IRON DOOR SERVICES, INC., 24806 SEAGROVE AVE, WILMINGTON, CA 90744. This business is conducted by a Corporation. Signed: BRANDON NOEL BUSTAGAIRA, SECRETARY. [4,1364,224,1429]
notice-body: The following person(s) is (are) doing business as: AUTOMOTIVE AND INJURY PROGRESSIVE A&B GENERAL REPAIR, 439 E. OLYMPIC BLVD, LOS ANGELES, CA 90023. Full name of registrant(s) is (are) PROGRESSIVE INTERNATIONAL, INC. This business is conducted by a Corporation. Signed: BARRERA GARCIA. [912,545,1133,600]
notice-heading: FICTITIOUS BUSINESS NAME STATEMENT FILE NO. 2021199966 [458,1474,678,1493]
notice-boilerplate: This statement was filed with the County Clerk of Los Angeles County. The registrant(s) has (have) commenced to transact business under the fictitious business name or names listed above. NOTICE: This Fictitious Name Statement expires five years from the date it was filed in the office of the County Clerk. A new Fictitious Business Name Statement must be filed prior to that date. The filing of this statement does not of itself authorize the use in this state of a Fictitious Business Name in violation of the rights of another under Federal, State, or common law (See section 14411 et seq. Business and Professions Code). [458,824,678,925]
notice-body: The following person(s) is (are) doing business as: EMC SPECIALTIES, 483 E. GRANDVIEW AVE, SIERRA MADRE, CA 91024. Full name of registrant(s) is (are) LLOYD M. COOK, 483 E. GRANDVIEW AVE, SIERRA MADRE, CA 91024. This business is conducted by an Individual. Signed: JESSICA WEINER, OWNER. [458,436,678,493]
notice-body: The following person(s) is (are) doing business as: CITYWIDE AND VIEW SHOP, 1106 W BROOKPORT ST, COVINA, CA 91722. Full name of registrant(s) is (are) ANTHONY MICHAEL VICENCIO, 1106 W BROOKPORT ST, COVINA, CA 91722. This business is conducted by an Individual. Signed: ANTHONY MICHAEL VICENCIO. [458,2185,678,2241]
notice-publication: Publish: Mountain Views News Dates: SEP 18, 25, OCT 2, 9, 2021 [684,540,905,559]
notice-publication: Publish: ES Mountain Views News Dates: SEP 25, OCT 2, 9, 16, 2021 [230,2180,451,2201]
notice-boilerplate: This statement was filed with the County Clerk of Los Angeles County. The registrant(s) has (have) commenced to transact business under the fictitious business name or names listed above. NOTICE: This Fictitious Name Statement expires five years from the date it was filed in the office of the County Clerk. A new Fictitious Business Name Statement must be filed prior to that date. The filing of this statement does not of itself authorize the use in this state of a Fictitious Business Name in violation of the rights of another under Federal, State, or common law (See section 14411 et seq. Business and Professions Code). [230,2434,451,2533]
legal-notice [4,1700,224,1872]
legal-notice [913,537,1133,708]
notice-boilerplate: This statement was filed with the County Clerk of Los Angeles County. The registrant(s) has (have) commenced to transact business under the fictitious business name or names listed above. NOTICE: This Fictitious Name Statement expires five years from the date it was filed in the office of the County Clerk. A new Fictitious Business Name Statement must be filed prior to that date. The filing of this statement does not of itself authorize the use in this state of a Fictitious Business Name in violation of the rights of another under Federal, State, or common law (See section 14411 et seq. Business and Professions Code). [684,450,905,542]
notice-publication: Publish: ES Mountain Views News Dates: SEP 25, OCT 2, 9, 16, 2021 [458,64,678,82]
legal-notice [458,1123,678,1295]
notice-publication: Publish: Mountain Views News Dates: SEP 25, OCT 2, 9, 16, 2021 [4,973,224,992]
notice-body: The following person(s) is (are) doing business as: MCG STEEL RULE DIES, 12821 MAGQUARDT AVE, SANTA FE SPRINGS, CA 90670. Full name of registrant(s) is (are) MARTIN BERNARDINO, 11857 WAYNE AVE, POMONA, CA 91766. This business is conducted by a General Partnership. Signed: MARTIN BERNARDINO. [684,1802,905,1858]
notice-text [685,1443,905,1614]
notice-publication: Publish: Mountain Views News Dates: SEP 25, OCT 2, 9, 16, 2021 [230,1311,451,1331]
notice-boilerplate: This statement was filed with the County Clerk of Los Angeles County. The registrant(s) has (have) commenced to transact business under the fictitious business name or names listed above. NOTICE: This Fictitious Name Statement expires five years from the date it was filed in the office of the County Clerk. A new Fictitious Business Name Statement must be filed prior to that date. The filing of this statement does not of itself authorize the use in this state of a Fictitious Business Name in violation of the rights of another under Federal, State, or common law (See section 14411 et seq. Business and Professions Code). [230,509,451,610]
legal-notice [231,632,451,803]
legal-notice [458,2002,678,2173]
notice-heading: FICTITIOUS BUSINESS NAME STATEMENT FILE NO. 2021206667 [230,2380,451,2399]
page-number: 14 [4,0,65,54]
notice-text [685,2321,905,2483]
legal-notice [685,1092,905,1272]
notice-boilerplate: This statement was filed with the County Clerk of Los Angeles County. The registrant(s) has (have) commenced to transact business under the fictitious business name or names listed above. NOTICE: This Fictitious Name Statement expires five years from the date it was filed in the office of the County Clerk. A new Fictitious Business Name Statement must be filed prior to that date. The filing of this statement does not of itself authorize the use in this state of a Fictitious Business Name in violation of the rights of another under Federal, State, or common law (See section 14411 et seq. Business and Professions Code). [4,1049,224,1150]
notice-heading: FICTITIOUS BUSINESS NAME STATEMENT FILE NO. 2021-203092 [684,738,905,758]
notice-text [231,1853,451,2024]
notice-text [458,2002,678,2173]
notice-body: The following person(s) is (are) doing business as: E & J TRAILER TRUCK AND AUTO SERVICES INC, 3690 E. OLYMPIC BLVD, LOS ANGELES, CA 90023. Full name of registrant(s) is (are) E & J TRAILER TRUCK AND AUTO SERVICES INC, 3690 E. OLYMPIC BLVD, LOS ANGELES, CA 90023. This business is conducted by a Corporation. Signed: EDIBERTO RUBIO RODRIGUEZ. [4,1883,224,1948]
notice-body: The following person(s) is (are) doing business as: BC CONSTRUCTION & DEMOLITION, 15820 GAYDAY DR, WHITTIER, CA 90604. Full name of registrant(s) is (are) ROBERT RAUL CASTRO, 15820 GAYDAY DR, WHITTIER, CA 90604. This business is conducted by an Individual. Signed: ROBERT RAUL CASTRO. [230,112,451,167]
notice-body: The following person(s) is (are) doing business as: EVERYWHERE MOVING & STORAGE, 8948 MCLENNAN AVE, NORTHRIDGE, CA 91343. Full name of registrant(s) is (are) INGRID C MENJIVAR ERAZO. This business is conducted by an Individual. Signed: INGRID C MENJIVAR ERAZO, PARTNER. [230,1685,451,1741]
notice-heading: FICTITIOUS BUSINESS NAME STATEMENT FILE NO. 2021-199946 [230,455,451,474]
notice-publication: Publish: Mountain Views News Dates: SEP 25, OCT 2, 9, 16, 2021 [4,2212,224,2232]
notice-publication: Publish: ES Mountain Views News Dates: SEP 25, OCT 2, 9, 16, 2021 [458,238,678,257]
legal-notice [685,2321,905,2483]
notice-body: The following person(s) is (are) doing business as: EFG, 1126 CHIVERS AVE, PACOIMA, CA 91331. Full name of registrant(s) is (are) GABRIELA JENNETH LOPEZ, 11126 CHIVERS AVE, PACOIMA, CA 91331. This business is conducted by an Individual. Signed: GABRIELA JENNETH LOPEZ, OWNER. [230,1510,451,1565]
notice-text [231,105,451,276]
legal-notice [4,249,224,429]
legal-notice [685,1443,905,1614]
notice-publication: Publish: Mountain Views News Dates: SEP 25, OCT 2, 9, 16, 2021 [230,256,451,276]
legal-notice [458,1299,678,1470]
notice-publication: Publish: Mountain Views News Dates: SEP 18, 25, OCT 2, 9, 2021 [684,2465,905,2484]
notice-body: The following person(s) is (are) doing business as: MOLINA ESENCE, 10047 KESWICK ST UNIT 6, VAN NUYS, CA 91402. Full name of registrant(s) is (are) CYNTHIA LIZETTE MOLINA, 10047 KESWICK ST UNIT 6, VAN NUYS, CA 91402. This business is conducted by an Individual. Signed: CYNTHIA LIZETTE MOLINA, OWNER. [458,94,678,150]
notice-text [4,249,224,429]
notice-publication: Publish: Mountain Views News Dates: SEP 25, OCT 2, 9, 16, 2021 [230,1135,451,1154]
notice-boilerplate: This statement was filed with the County Clerk of Los Angeles County. The registrant(s) has (have) commenced to transact business under the fictitious business name or names listed above. NOTICE: This Fictitious Name Statement expires five years from the date it was filed in the office of the County Clerk. A new Fictitious Business Name Statement must be filed prior to that date. The filing of this statement does not of itself authorize the use in this state of a Fictitious Business Name in violation of the rights of another under Federal, State, or common law (See section 14411 et seq. Business and Professions Code). [4,874,224,974]
notice-heading: FICTITIOUS BUSINESS NAME STATEMENT FILE NO. 2021-207907 [4,995,224,1015]
notice-body: The following person(s) is (are) doing business as: HOLLYWOOD MOTEL, 10157 SAN FERNANDO ROAD, PACOIMA, CA 91331. Full name of registrant(s) is (are) OM SAI ASSETS, INC., 10157 SAN FERNANDO ROAD, PACOIMA, CA 91331. This business is conducted by a Corporation. Signed: NILAY BALUBHAI PATEL. [684,747,905,803]
notice-body: The following person(s) is (are) doing business as: JUST CARE SERVICES, 1039 JUSTIN AVE APT 102, GLENDALE, CA 91201. Full name of registrant(s) is (are) SVETLANA ZINAKYAN, 1039 JUSTIN AVE APT 102, GLENDALE, CA 91201. This business is conducted by an Individual. Signed: SVETLANA ZINAKYAN. [458,779,678,835]
notice-heading: FICTITIOUS BUSINESS NAME STATEMENT FILE NO. 2021-207937 [4,2411,224,2430]
notice-publication: Publish: ES Mountain Views News Dates: SEP 25, OCT 2, 9, 16, 2021 [230,1829,451,1848]
notice-boilerplate: This statement was filed with the County Clerk of Los Angeles County. The registrant(s) has (have) commenced to transact business under the fictitious business name or names listed above. NOTICE: This Fictitious Name Statement expires five years from the date it was filed in the office of the County Clerk. A new Fictitious Business Name Statement must be filed prior to that date. The filing of this statement does not of itself authorize the use in this state of a Fictitious Business Name in violation of the rights of another under Federal, State, or common law (See section 14411 et seq. Business and Professions Code). [684,1329,905,1421]
notice-heading: FICTITIOUS BUSINESS NAME STATEMENT FILE NO. 2021204521 [458,604,678,623]
notice-text [685,222,905,393]
notice-heading: FICTITIOUS BUSINESS NAME STATEMENT FILE NO. 2021206665 [230,1676,451,1695]
notice-boilerplate: This statement was filed with the County Clerk of Los Angeles County. The registrant(s) has (have) commenced to transact business under the fictitious business name or names listed above. NOTICE: This Fictitious Name Statement expires five years from the date it was filed in the office of the County Clerk. A new Fictitious Business Name Statement must be filed prior to that date. The filing of this statement does not of itself authorize the use in this state of a Fictitious Business Name in violation of the rights of another under Federal, State, or common law (See section 14411 et seq. Business and Professions Code). [230,1906,451,2007]
page-footer [0,2551,1363,2576]
notice-body: The following person(s) is (are) doing business as: PREMIER DUCT CLEANING SERVICES, 1310 E 10TH ST, LONG BEACH, CA 90813. Full name of registrant(s) is (are) JOHN REYES LARA HERNANDEZ, 1310 E 10TH ST, LONG BEACH, CA 90813. This business is conducted by an Individual. Signed: JOHN REYES LARA HERNANDEZ. [912,369,1133,425]
notice-boilerplate: This statement was filed with the County Clerk of Los Angeles County. The registrant(s) has (have) commenced to transact business under the fictitious business name or names listed above. NOTICE: This Fictitious Name Statement expires five years from the date it was filed in the office of the County Clerk. A new Fictitious Business Name Statement must be filed prior to that date. The filing of this statement does not of itself authorize the use in this state of a Fictitious Business Name in violation of the rights of another under Federal, State, or common law (See section 14411 et seq. Business and Professions Code). [458,2231,678,2331]
legal-notice [685,398,905,559]
header-rule [0,58,1363,60]
notice-boilerplate: This statement was filed with the County Clerk of Los Angeles County. The registrant(s) has (have) commenced to transact business under the fictitious business name or names listed above. NOTICE: This Fictitious Name Statement expires five years from the date it was filed in the office of the County Clerk. A new Fictitious Business Name Statement must be filed prior to that date. The filing of this statement does not of itself authorize the use in this state of a Fictitious Business Name in violation of the rights of another under Federal, State, or common law (See section 14411 et seq. Business and Professions Code). [4,679,224,780]
notice-publication: Publish: Mountain Views News Dates: SEP 25, OCT 2, 9, 16, 2021 [4,1851,224,1871]
legal-notice [458,2178,678,2350]
notice-publication: Publish: Mountain Views News Dates: SEP 18, 25, OCT 2, 9, 2021 [684,1770,905,1790]
notice-body: The following person(s) is (are) doing business as: ARCADIA, CA 91006. Full name of registrant(s) is (are) JESSICA WEINER, 1623 OAKHAVEN DRIVE, ARCADIA, CA 91006. This business is conducted by an Individual. Signed: JESSICA WEINER, OWNER. [458,613,678,659]
notice-heading: FICTITIOUS BUSINESS NAME STATEMENT FILE NO. 2021-208143 [684,563,905,583]
notice-publication: Publish: ES Mountain Views News Dates: SEP 25, OCT 2, 9, 16, 2021 [230,1654,451,1673]
notice-publication: Publish: ES Mountain Views News Dates: SEP 25, OCT 2, 9, 16, 2021 [4,603,224,622]
notice-boilerplate: This statement was filed with the County Clerk of Los Angeles County. The registrant(s) has (have) commenced to transact business under the fictitious business name or names listed above. NOTICE: This Fictitious Name Statement expires five years from the date it was filed in the office of the County Clerk. A new Fictitious Business Name Statement must be filed prior to that date. The filing of this statement does not of itself authorize the use in this state of a Fictitious Business Name in violation of the rights of another under Federal, State, or common law (See section 14411 et seq. Business and Professions Code). [230,333,451,434]
legal-notice [685,1795,905,1966]
notice-text [4,997,224,1168]
